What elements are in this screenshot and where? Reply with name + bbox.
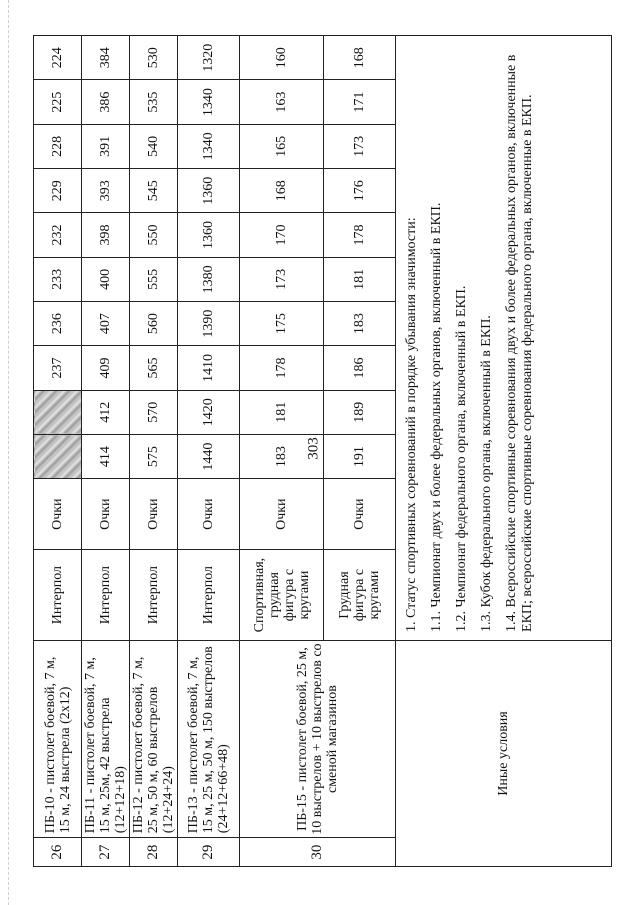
score-cell: 237 xyxy=(34,346,82,390)
table-row xyxy=(34,36,82,867)
score-cell: 565 xyxy=(130,346,178,390)
row-number: 26 xyxy=(34,838,82,867)
row-number: 28 xyxy=(130,838,178,867)
rotated-table-container xyxy=(33,35,611,867)
score-cell: 1340 xyxy=(178,80,240,124)
status-item: 1.3. Кубок федерального органа, включенный в ЕКП. xyxy=(479,315,494,632)
norms-table xyxy=(33,35,612,867)
table-row xyxy=(240,36,324,867)
score-cell: 1380 xyxy=(178,257,240,301)
score-cell xyxy=(34,390,82,434)
score-cell: 168 xyxy=(324,36,396,80)
score-cell: 232 xyxy=(34,213,82,257)
score-cell: 1410 xyxy=(178,346,240,390)
score-cell: 175 xyxy=(240,301,324,345)
status-list xyxy=(396,36,612,641)
discipline-name: ПБ-11 - пистолет боевой, 7 м, 15 м, 25м, 42 выстрела (12+12+18) xyxy=(82,640,130,837)
target-type: Спортивная, грудная фигура с кругами xyxy=(240,550,324,641)
score-cell: 186 xyxy=(324,346,396,390)
score-cell: 183 xyxy=(324,301,396,345)
unit: Очки xyxy=(34,479,82,550)
score-cell: 170 xyxy=(240,213,324,257)
score-cell: 163 xyxy=(240,80,324,124)
score-cell: 173 xyxy=(324,124,396,168)
score-cell: 228 xyxy=(34,124,82,168)
score-cell: 555 xyxy=(130,257,178,301)
unit: Очки xyxy=(130,479,178,550)
score-cell: 178 xyxy=(240,346,324,390)
score-cell: 386 xyxy=(82,80,130,124)
status-item: 1. Статус спортивных соревнований в порядке убывания значимости: xyxy=(404,217,419,632)
unit: Очки xyxy=(82,479,130,550)
score-cell: 181 xyxy=(324,257,396,301)
table-row xyxy=(130,36,178,867)
score-cell: 229 xyxy=(34,169,82,213)
target-type: Интерпол xyxy=(178,550,240,641)
score-cell: 540 xyxy=(130,124,178,168)
score-cell: 570 xyxy=(130,390,178,434)
score-cell: 1390 xyxy=(178,301,240,345)
score-cell: 236 xyxy=(34,301,82,345)
score-cell: 181 xyxy=(240,390,324,434)
score-cell: 224 xyxy=(34,36,82,80)
score-cell: 176 xyxy=(324,169,396,213)
table-row xyxy=(82,36,130,867)
score-cell: 171 xyxy=(324,80,396,124)
score-cell: 173 xyxy=(240,257,324,301)
status-item: 1.4. Всероссийские спортивные соревнования двух и более федеральных органов, включенные в ЕКП; всероссийские спортивные соревнования федерального органа, включенные в ЕКП. xyxy=(504,54,535,632)
score-cell: 183 xyxy=(240,434,324,478)
score-cell: 1360 xyxy=(178,169,240,213)
score-cell: 191 xyxy=(324,434,396,478)
score-cell: 550 xyxy=(130,213,178,257)
score-cell: 400 xyxy=(82,257,130,301)
table-row xyxy=(178,36,240,867)
score-cell: 398 xyxy=(82,213,130,257)
score-cell: 412 xyxy=(82,390,130,434)
row-number: 27 xyxy=(82,838,130,867)
score-cell: 1440 xyxy=(178,434,240,478)
score-cell: 575 xyxy=(130,434,178,478)
score-cell: 233 xyxy=(34,257,82,301)
score-cell: 168 xyxy=(240,169,324,213)
score-cell: 1420 xyxy=(178,390,240,434)
status-item: 1.1. Чемпионат двух и более федеральных органов, включенный в ЕКП. xyxy=(429,202,444,632)
score-cell: 545 xyxy=(130,169,178,213)
discipline-name: ПБ-13 - пистолет боевой, 7 м, 15 м, 25 м, 50 м, 150 выстрелов (24+12+66+48) xyxy=(178,640,240,837)
unit: Очки xyxy=(240,479,324,550)
score-cell: 560 xyxy=(130,301,178,345)
table-row xyxy=(396,36,612,867)
score-cell: 1360 xyxy=(178,213,240,257)
score-cell: 535 xyxy=(130,80,178,124)
score-cell: 1320 xyxy=(178,36,240,80)
score-cell xyxy=(34,434,82,478)
score-cell: 178 xyxy=(324,213,396,257)
unit: Очки xyxy=(324,479,396,550)
target-type: Интерпол xyxy=(130,550,178,641)
score-cell: 414 xyxy=(82,434,130,478)
score-cell: 189 xyxy=(324,390,396,434)
score-cell: 225 xyxy=(34,80,82,124)
score-cell: 409 xyxy=(82,346,130,390)
discipline-name: ПБ-12 - пистолет боевой, 7 м, 25 м, 50 м, 60 выстрелов (12+24+24) xyxy=(130,640,178,837)
score-cell: 393 xyxy=(82,169,130,213)
target-type: Интерпол xyxy=(82,550,130,641)
scan-fold-line xyxy=(0,0,9,905)
target-type: Грудная фигура с кругами xyxy=(324,550,396,641)
score-cell: 1340 xyxy=(178,124,240,168)
row-number: 30 xyxy=(240,838,396,867)
target-type: Интерпол xyxy=(34,550,82,641)
score-cell: 160 xyxy=(240,36,324,80)
score-cell: 165 xyxy=(240,124,324,168)
score-cell: 391 xyxy=(82,124,130,168)
row-number: 29 xyxy=(178,838,240,867)
other-conditions-label: Иные условия xyxy=(396,640,612,866)
score-cell: 384 xyxy=(82,36,130,80)
unit: Очки xyxy=(178,479,240,550)
page-number: 303 xyxy=(305,437,322,460)
discipline-name: ПБ-10 - пистолет боевой, 7 м, 15 м, 24 выстрела (2х12) xyxy=(34,640,82,837)
score-cell: 407 xyxy=(82,301,130,345)
score-cell: 530 xyxy=(130,36,178,80)
discipline-name: ПБ-15 - пистолет боевой, 25 м, 10 выстрелов + 10 выстрелов со сменой магазинов xyxy=(240,640,396,837)
status-item: 1.2. Чемпионат федерального органа, включенный в ЕКП. xyxy=(454,285,469,632)
